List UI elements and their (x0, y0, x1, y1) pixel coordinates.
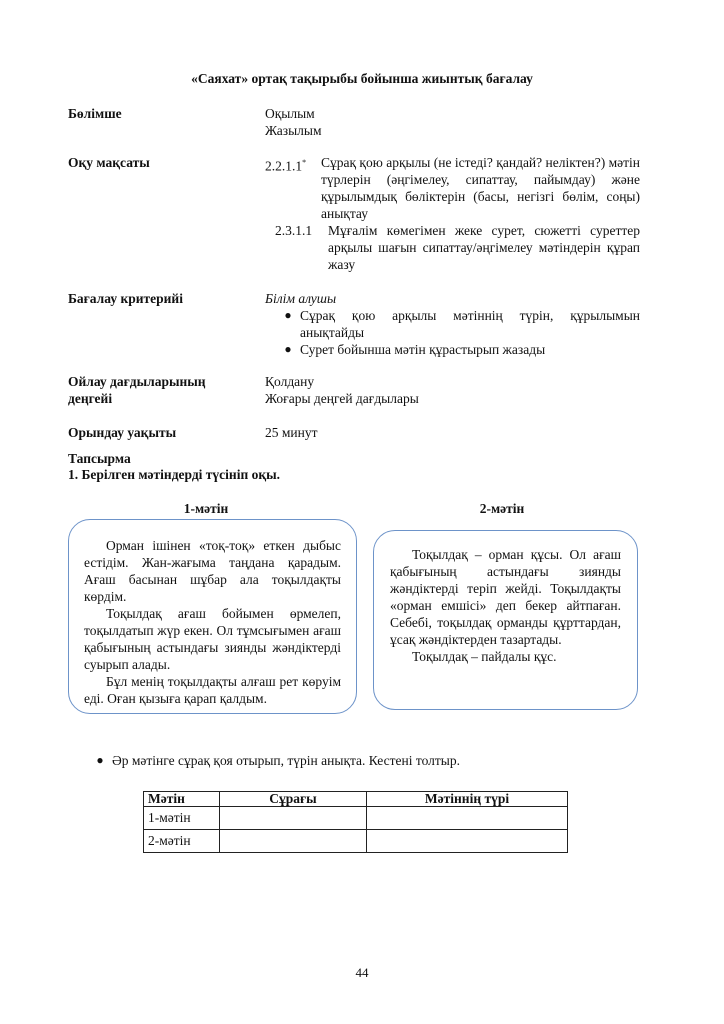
table-instruction (88, 752, 648, 769)
criteria-bullet-1-text: Сұрақ қою арқылы мәтіннің түрін, құрылымын анықтайды (300, 308, 640, 340)
section-value-1: Оқылым (265, 106, 315, 121)
text1-paragraph-1: Орман ішінен «тоқ-тоқ» еткен дыбыс естідім. Жан-жағыма таңдана қарадым. Ағаш басынан шұбар ала тоқылдақты көрдім. (84, 538, 341, 604)
page-title: «Саяхат» ортақ тақырыбы бойынша жиынтық бағалау (191, 71, 533, 86)
goal-code-1: 2.2.1.1 (265, 158, 303, 174)
bullet-icon: ● (284, 308, 292, 322)
text2-paragraph-1: Тоқылдақ – орман құсы. Ол ағаш қабығының астындағы зиянды жәндіктерді теріп жейді. Тоқылдақты «орман емшісі» деп бекер айтпаған. Себебі, тоқылдақ орманды құрттардан, ұсақ жәндіктерден тазартады. (390, 547, 621, 647)
table-cell-text: 1-мәтін (144, 807, 220, 830)
text1-paragraph-2: Тоқылдақ ағаш бойымен өрмелеп, тоқылдатып жүр екен. Ол тұмсығымен ағаш қабығының астындағы зиянды жәндіктерді суырып алады. (84, 606, 341, 672)
text1-box (68, 519, 357, 714)
goal-mark-1: * (302, 158, 307, 167)
table-instruction-text: Әр мәтінге сұрақ қоя отырып, түрін анықта. Кестені толтыр. (112, 753, 460, 768)
table-header-text: Мәтін (144, 792, 220, 807)
criteria-intro: Білім алушы (265, 291, 337, 306)
thinking-label-line1: Ойлау дағдыларының (68, 374, 206, 389)
criteria-bullet-2-text: Сурет бойынша мәтін құрастырып жазады (300, 342, 546, 357)
text2-box (373, 530, 638, 710)
page-number: 44 (355, 965, 369, 980)
goal-item-2 (275, 222, 640, 273)
bullet-icon: ● (96, 753, 104, 767)
criteria-label: Бағалау критерийі (68, 291, 183, 306)
criteria-bullet-1 (276, 307, 640, 341)
table-row (144, 807, 568, 830)
text1-heading: 1-мәтін (183, 501, 229, 516)
table-header-row (144, 792, 568, 807)
goal-text-1: Сұрақ қою арқылы (не істеді? қандай? неліктен?) мәтін түрлерін (әңгімелеу, сипаттау, пайымдау) және құрылымдық бөліктерін (басы, негізгі бөлім, соңы) анықтау (321, 155, 640, 221)
table-cell-question[interactable] (220, 830, 367, 853)
bullet-icon: ● (284, 342, 292, 356)
text2-paragraph-2: Тоқылдақ – пайдалы құс. (412, 649, 557, 664)
section-label: Бөлімше (68, 106, 122, 121)
thinking-value-2: Жоғары деңгей дағдылары (265, 391, 419, 406)
thinking-value-1: Қолдану (265, 374, 315, 389)
section-value-2: Жазылым (265, 123, 322, 138)
table-cell-text: 2-мәтін (144, 830, 220, 853)
table-cell-type[interactable] (367, 807, 568, 830)
table-cell-type[interactable] (367, 830, 568, 853)
answer-table (143, 791, 568, 853)
time-value: 25 минут (265, 425, 318, 440)
table-row (144, 830, 568, 853)
goal-code-2: 2.3.1.1 (275, 223, 313, 238)
thinking-label-line2: деңгейі (68, 391, 113, 406)
task-label: Тапсырма (68, 451, 131, 466)
time-label: Орындау уақыты (68, 425, 177, 440)
table-header-question: Сұрағы (220, 792, 367, 807)
criteria-bullet-2 (276, 341, 640, 358)
goal-text-2: Мұғалім көмегімен жеке сурет, сюжетті суреттер арқылы шағын сипаттау/әңгімелеу мәтіндерін құрап жазу (328, 223, 640, 272)
goals-label: Оқу мақсаты (68, 155, 150, 170)
task-instruction: 1. Берілген мәтіндерді түсініп оқы. (68, 467, 281, 482)
text2-heading: 2-мәтін (479, 501, 525, 516)
table-cell-question[interactable] (220, 807, 367, 830)
criteria-list (276, 307, 640, 358)
goal-item-1 (265, 154, 640, 222)
text1-paragraph-3: Бұл менің тоқылдақты алғаш рет көруім еді. Оған қызыға қарап қалдым. (84, 674, 341, 706)
table-header-type: Мәтіннің түрі (367, 792, 568, 807)
